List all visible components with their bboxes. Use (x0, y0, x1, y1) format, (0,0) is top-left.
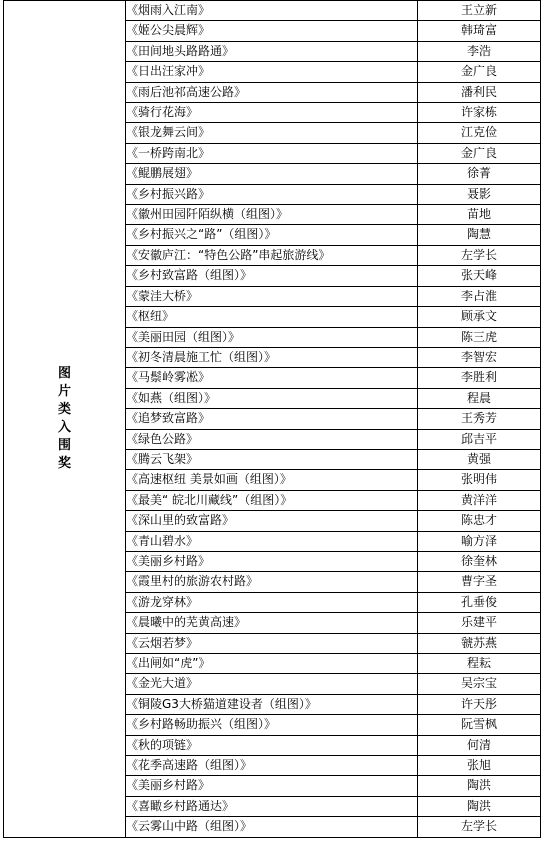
author-name: 吴宗宝 (418, 674, 541, 694)
work-title: 《青山碧水》 (126, 531, 418, 551)
author-name: 孔垂俊 (418, 592, 541, 612)
author-name: 程晨 (418, 388, 541, 408)
work-title: 《一桥跨南北》 (126, 143, 418, 163)
author-name: 李占淮 (418, 286, 541, 306)
work-title: 《姬公尖晨辉》 (126, 21, 418, 41)
work-title: 《蒙洼大桥》 (126, 286, 418, 306)
author-name: 金广良 (418, 143, 541, 163)
work-title: 《银龙舞云间》 (126, 123, 418, 143)
author-name: 李浩 (418, 41, 541, 61)
author-name: 邱吉平 (418, 429, 541, 449)
work-title: 《游龙穿林》 (126, 592, 418, 612)
work-title: 《如燕（组图）》 (126, 388, 418, 408)
author-name: 陈忠才 (418, 511, 541, 531)
work-title: 《霞里村的旅游农村路》 (126, 572, 418, 592)
work-title: 《绿色公路》 (126, 429, 418, 449)
author-name: 左学长 (418, 245, 541, 265)
author-name: 李胜利 (418, 368, 541, 388)
author-name: 李智宏 (418, 347, 541, 367)
work-title: 《出闸如“虎”》 (126, 654, 418, 674)
work-title: 《安徽庐江：“特色公路”串起旅游线》 (126, 245, 418, 265)
author-name: 金广良 (418, 62, 541, 82)
author-name: 王秀芳 (418, 409, 541, 429)
author-name: 韩琦富 (418, 21, 541, 41)
author-name: 徐奎林 (418, 551, 541, 571)
work-title: 《马鬃岭雾凇》 (126, 368, 418, 388)
author-name: 苗地 (418, 205, 541, 225)
author-name: 许天彤 (418, 694, 541, 714)
work-title: 《花季高速路（组图）》 (126, 756, 418, 776)
author-name: 江克俭 (418, 123, 541, 143)
work-title: 《云雾山中路（组图）》 (126, 817, 418, 837)
author-name: 徐菁 (418, 164, 541, 184)
author-name: 乐建平 (418, 613, 541, 633)
author-name: 陈三虎 (418, 327, 541, 347)
work-title: 《云烟若梦》 (126, 633, 418, 653)
author-name: 陶慧 (418, 225, 541, 245)
work-title: 《田间地头路路通》 (126, 41, 418, 61)
award-table (3, 0, 541, 838)
category-cell (4, 1, 126, 838)
author-name: 张明伟 (418, 470, 541, 490)
author-name: 聂影 (418, 184, 541, 204)
work-title: 《金光大道》 (126, 674, 418, 694)
author-name: 左学长 (418, 817, 541, 837)
author-name: 张天峰 (418, 266, 541, 286)
work-title: 《最美“ 皖北川藏线”（组图）》 (126, 490, 418, 510)
award-table-body (4, 1, 541, 838)
author-name: 黄洋洋 (418, 490, 541, 510)
work-title: 《铜陵G3大桥猫道建设者（组图）》 (126, 694, 418, 714)
work-title: 《秋的项链》 (126, 735, 418, 755)
author-name: 黄强 (418, 449, 541, 469)
work-title: 《喜瞰乡村路通达》 (126, 796, 418, 816)
table-row (4, 1, 541, 21)
work-title: 《乡村振兴之“路”（组图）》 (126, 225, 418, 245)
work-title: 《日出汪家冲》 (126, 62, 418, 82)
author-name: 程耘 (418, 654, 541, 674)
author-name: 顾承文 (418, 307, 541, 327)
work-title: 《枢纽》 (126, 307, 418, 327)
author-name: 曹字圣 (418, 572, 541, 592)
author-name: 许家栋 (418, 103, 541, 123)
work-title: 《乡村振兴路》 (126, 184, 418, 204)
author-name: 王立新 (418, 1, 541, 21)
work-title: 《腾云飞架》 (126, 449, 418, 469)
work-title: 《初冬清晨施工忙（组图）》 (126, 347, 418, 367)
work-title: 《美丽乡村路》 (126, 776, 418, 796)
author-name: 潘利民 (418, 82, 541, 102)
work-title: 《烟雨入江南》 (126, 1, 418, 21)
work-title: 《追梦致富路》 (126, 409, 418, 429)
author-name: 陶洪 (418, 776, 541, 796)
work-title: 《鲲鹏展翅》 (126, 164, 418, 184)
work-title: 《高速枢纽 美景如画（组图）》 (126, 470, 418, 490)
work-title: 《骑行花海》 (126, 103, 418, 123)
author-name: 张旭 (418, 756, 541, 776)
work-title: 《乡村路畅助振兴（组图）》 (126, 715, 418, 735)
author-name: 阮雪枫 (418, 715, 541, 735)
work-title: 《美丽田园（组图）》 (126, 327, 418, 347)
author-name: 何清 (418, 735, 541, 755)
category-label: 图片类入围奖 (57, 365, 71, 471)
work-title: 《深山里的致富路》 (126, 511, 418, 531)
work-title: 《美丽乡村路》 (126, 551, 418, 571)
work-title: 《乡村致富路（组图）》 (126, 266, 418, 286)
author-name: 虢苏燕 (418, 633, 541, 653)
author-name: 陶洪 (418, 796, 541, 816)
work-title: 《晨曦中的芜黄高速》 (126, 613, 418, 633)
author-name: 喻方泽 (418, 531, 541, 551)
work-title: 《徽州田园阡陌纵横（组图）》 (126, 205, 418, 225)
work-title: 《雨后池祁高速公路》 (126, 82, 418, 102)
